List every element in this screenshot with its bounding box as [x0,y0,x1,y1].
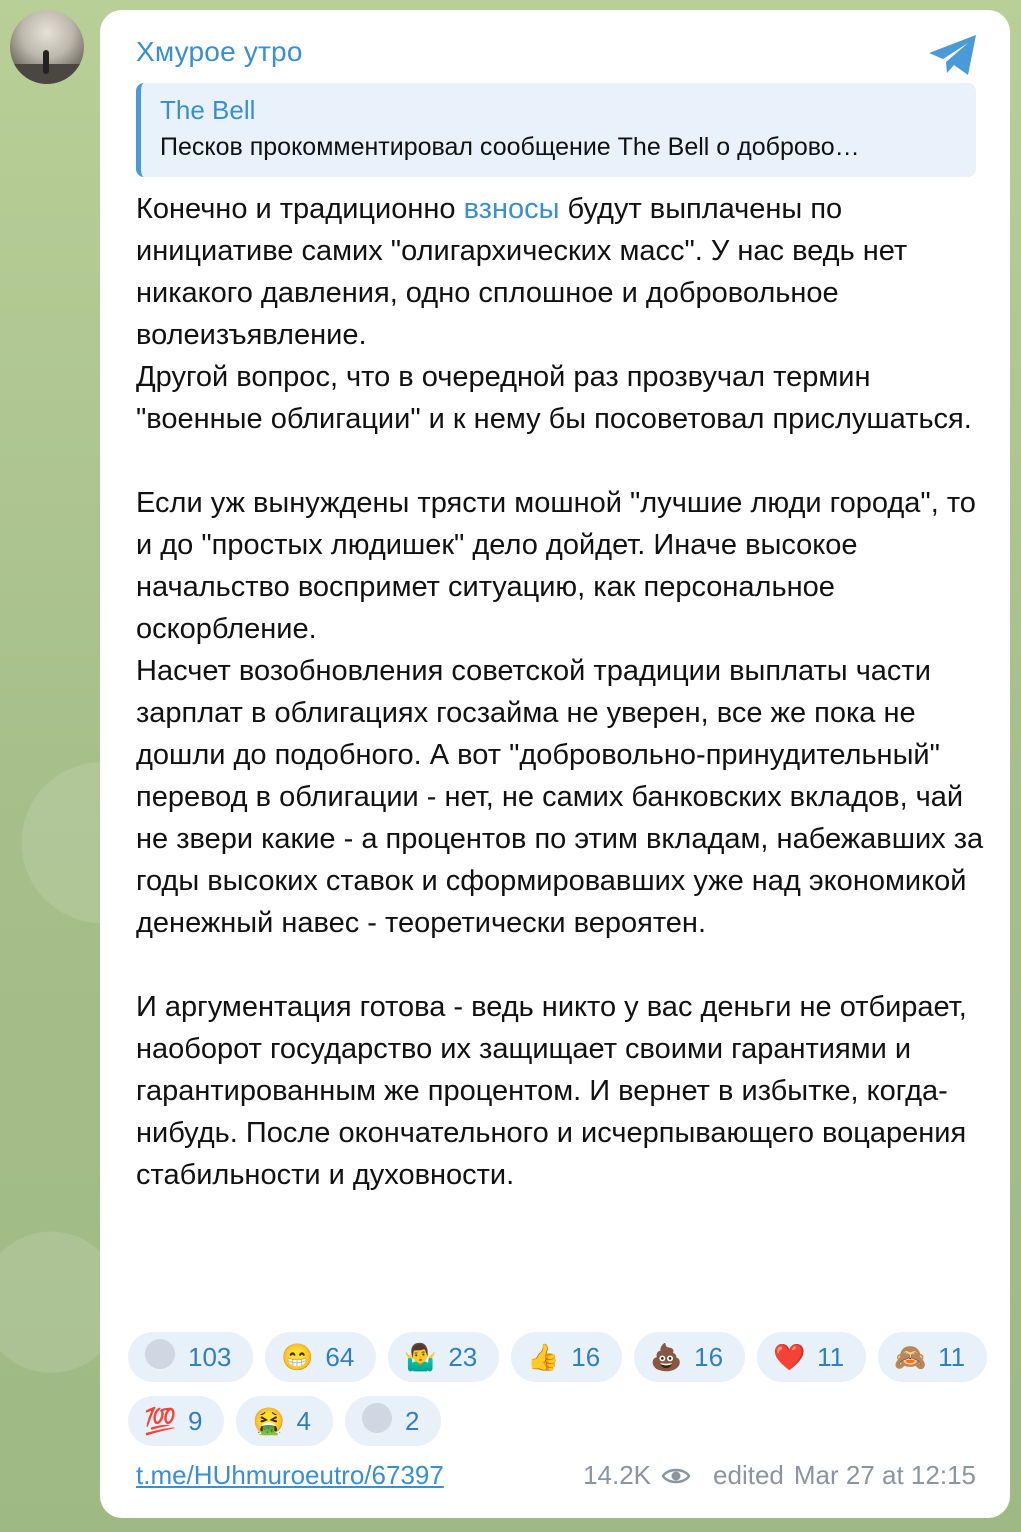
reaction-count: 16 [571,1341,601,1372]
reply-text: Песков прокомментировал сообщение The Bell о доброво… [160,133,860,161]
hashtag-link[interactable]: взносы [463,193,560,225]
reaction-thumbs-up[interactable] [511,1332,622,1382]
text-span: Конечно и традиционно [136,193,464,225]
avatar-figure [43,50,49,74]
message-meta [583,1460,976,1491]
custom-emoji-icon [361,1403,393,1440]
reaction-count: 4 [296,1405,311,1436]
reaction-poop[interactable] [634,1332,745,1382]
paragraph-1 [136,188,986,356]
reaction-heart[interactable] [757,1332,866,1382]
reaction-count: 64 [325,1341,355,1372]
paragraph-2: Другой вопрос, что в очередной раз прозвучал термин "военные облигации" и к нему бы посоветовал прислушаться. [136,361,972,435]
grinning-face-icon: 😁 [281,1342,314,1372]
reactions-row-1 [128,1332,988,1382]
channel-avatar[interactable] [10,10,84,84]
reactions-row-2 [128,1396,988,1446]
channel-name[interactable]: Хмурое утро [136,36,303,67]
thumbs-up-icon: 👍 [527,1342,560,1372]
paragraph-5: И аргументация готова - ведь никто у вас деньги не отбирает, наоборот государство их защищает своими гарантиями и гарантированным же процентом. И вернет в избытке, когда-нибудь. После окончательного и исчерпывающего воцарения стабильности и духовности. [136,991,967,1191]
reply-quote[interactable] [136,83,976,177]
shrug-icon: 🤷‍♂️ [404,1342,437,1372]
message-bubble [100,10,1010,1518]
reaction-vomiting[interactable] [236,1396,332,1446]
reactions-bar [128,1332,988,1460]
reaction-count: 23 [448,1341,478,1372]
reaction-count: 11 [817,1341,845,1372]
reaction-count: 2 [404,1405,420,1436]
paragraph-4: Насчет возобновления советской традиции выплаты части зарплат в облигациях госзайма не уверен, все же пока не дошли до подобного. А вот "добровольно-принудительный" перевод в облигации - нет, не самих банковских вкладов, чай не звери какие - а процентов по этим вкладам, набежавших за годы высоких ставок и сформировавших уже над экономикой денежный навес - теоретически вероятен. [136,655,984,939]
vomiting-face-icon: 🤮 [252,1406,285,1436]
reaction-grinning[interactable] [265,1332,376,1382]
custom-emoji-icon [144,1339,176,1376]
message-text [136,188,986,1196]
edited-label: edited [713,1460,784,1490]
heart-icon: ❤️ [773,1342,806,1372]
reaction-count: 11 [938,1341,966,1372]
hundred-points-icon: 💯 [144,1406,177,1436]
reaction-count: 103 [188,1341,232,1372]
reply-author: The Bell [160,95,256,125]
text-span: будут выплачены по инициативе самих "олигархических масс". У нас ведь нет никакого давления, одно сплошное и добровольное волеизъявление. [136,193,908,351]
paragraph-3: Если уж вынуждены трясти мошной "лучшие люди города", то и до "простых людишек" дело дойдет. Иначе высокое начальство воспримет ситуацию, как персональное оскорбление. [136,487,976,645]
reaction-shrug[interactable] [388,1332,499,1382]
reaction-custom[interactable] [128,1332,253,1382]
reaction-see-no-evil[interactable] [878,1332,987,1382]
timestamp: Mar 27 at 12:15 [793,1460,976,1490]
reaction-count: 9 [188,1405,203,1436]
reaction-hundred[interactable] [128,1396,224,1446]
eye-icon [661,1465,691,1487]
permalink[interactable]: t.me/HUhmuroeutro/67397 [136,1460,444,1490]
telegram-share-icon[interactable] [926,32,980,78]
poop-icon: 💩 [650,1342,683,1372]
message-footer [136,1460,976,1500]
see-no-evil-monkey-icon: 🙈 [894,1342,927,1372]
view-count: 14.2K [583,1460,652,1490]
reaction-count: 16 [694,1341,724,1372]
reaction-custom-2[interactable] [345,1396,441,1446]
